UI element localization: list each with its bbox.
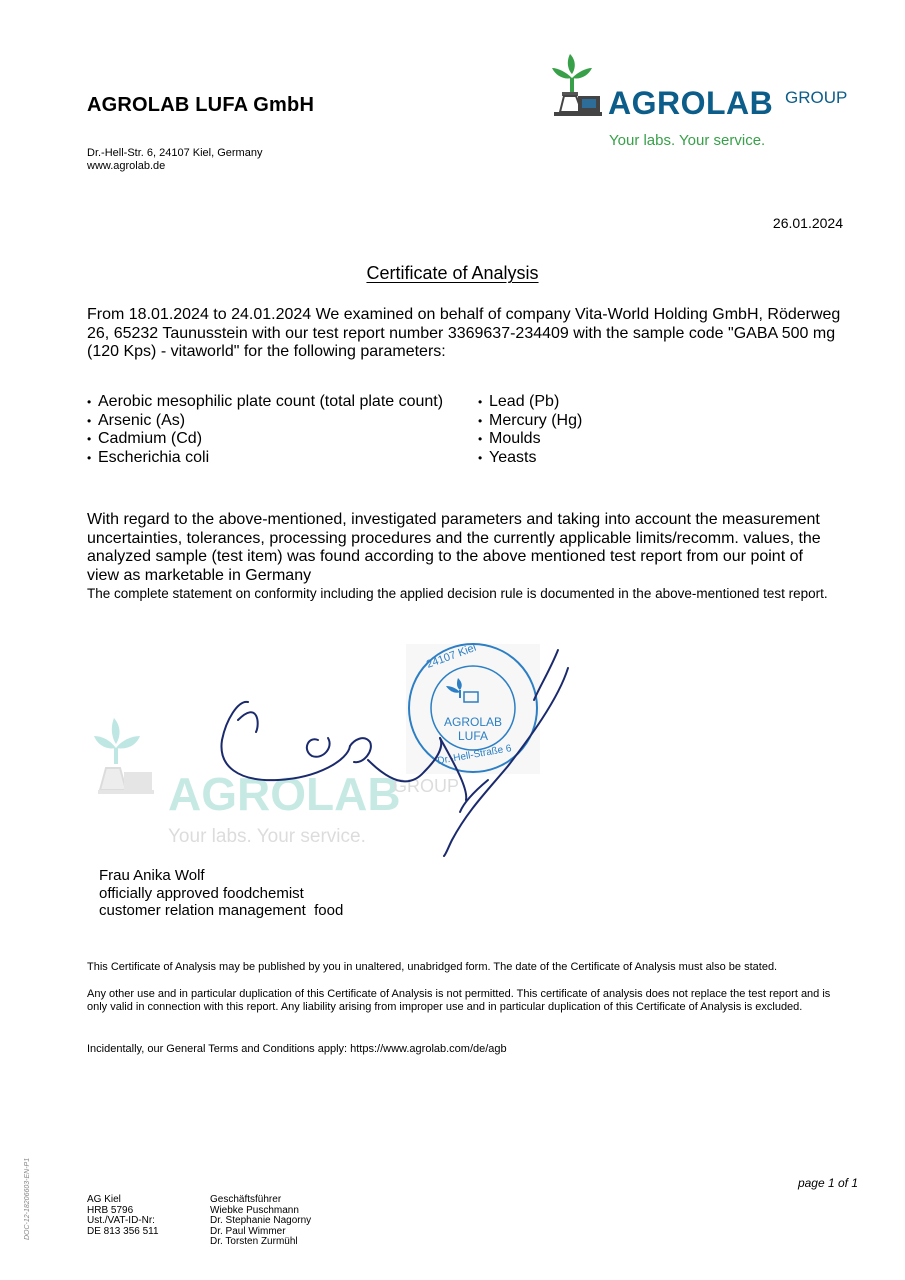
document-title (0, 263, 905, 284)
list-item: • Aerobic mesophilic plate count (total plate count) (87, 393, 457, 412)
list-item: • Escherichia coli (87, 449, 457, 468)
footer-line: Geschäftsführer (210, 1194, 282, 1205)
footer-line: Dr. Paul Wimmer (210, 1225, 286, 1237)
signer-role: officially approved foodchemist (99, 884, 304, 902)
footer-line: Wiebke Puschmann (210, 1204, 299, 1216)
watermark-logo (94, 718, 459, 847)
company-name: AGROLAB LUFA GmbH (87, 94, 315, 116)
certificate-date: 26.01.2024 (772, 215, 843, 231)
usage-note: Any other use and in particular duplication of this Certificate of Analysis is not permitted. This certificate of analysis does not replace the test report and is only valid in connection with this report. Any liability arising from improper use and in particular duplication of this Certificate of Analysis is excluded. (87, 988, 831, 1013)
company-address (87, 147, 262, 173)
page-number: page 1 of 1 (797, 1176, 858, 1190)
signer-department: customer relation management food (99, 902, 344, 919)
list-item: • Yeasts (478, 449, 738, 468)
signature-block (88, 640, 588, 870)
logo-brand: AGROLAB (608, 85, 774, 121)
terms-note: Incidentally, our General Terms and Conditions apply: https://www.agrolab.com/de/agb (87, 1043, 507, 1055)
parameter-list-left (87, 393, 457, 467)
signature-graphic (88, 640, 588, 870)
list-item: • Arsenic (As) (87, 412, 457, 431)
footer-registration (87, 1195, 159, 1237)
logo-group: GROUP (785, 88, 848, 107)
list-item: • Moulds (478, 430, 738, 449)
stamp-center-line1: AGROLAB (443, 715, 503, 729)
address-line: Dr.-Hell-Str. 6, 24107 Kiel, Germany (87, 147, 263, 159)
signer-name: Frau Anika Wolf (99, 867, 205, 884)
footer-management (210, 1195, 311, 1248)
stamp-top-text: 24107 Kiel (424, 641, 478, 671)
watermark-tagline: Your labs. Your service. (168, 826, 366, 847)
list-item: • Mercury (Hg) (478, 412, 738, 431)
publication-note: This Certificate of Analysis may be published by you in unaltered, unabridged form. The date of the Certificate of Analysis must also be stated. (87, 961, 778, 973)
website-link[interactable]: www.agrolab.de (87, 160, 166, 172)
footer-line: Dr. Torsten Zurmühl (210, 1236, 298, 1247)
conclusion-paragraph: With regard to the above-mentioned, investigated parameters and taking into account the measurement uncertainties, tolerances, processing procedures and the currently applicable limits/recomm. values, the analyzed sample (test item) was found according to the above mentioned test report from our point of view as marketable in Germany (87, 511, 821, 584)
footer-line: DE 813 356 511 (87, 1225, 159, 1237)
signer-details (99, 867, 343, 920)
footer-line: Dr. Stephanie Nagorny (210, 1215, 312, 1226)
footer-line: Ust./VAT-ID-Nr: (87, 1215, 155, 1226)
document-id: DOC-12-18206603-EN-P1 (24, 1157, 31, 1240)
conformity-note: The complete statement on conformity including the applied decision rule is documented in the above-mentioned test report. (87, 586, 828, 601)
list-item: • Cadmium (Cd) (87, 430, 457, 449)
watermark-brand: AGROLAB (168, 768, 401, 820)
logo-tagline: Your labs. Your service. (609, 132, 766, 149)
stamp-center-line2: LUFA (457, 729, 489, 743)
stamp-bottom-text: Dr.-Hell-Straße 6 (436, 743, 513, 767)
parameter-list-right (478, 393, 738, 467)
intro-paragraph: From 18.01.2024 to 24.01.2024 We examined on behalf of company Vita-World Holding GmbH, Röderweg 26, 65232 Taunusstein with our test report number 3369637-234409 with the sample code "GABA 500 mg (120 Kps) - vitaworld" for the following parameters: (87, 306, 841, 360)
list-item: • Lead (Pb) (478, 393, 738, 412)
company-stamp (406, 642, 540, 774)
title-text: Certificate of Analysis (366, 263, 539, 283)
footer-line: HRB 5796 (87, 1204, 134, 1216)
footer-line: AG Kiel (87, 1194, 121, 1205)
watermark-group: GROUP (393, 776, 460, 796)
lab-plant-icon (548, 48, 608, 128)
